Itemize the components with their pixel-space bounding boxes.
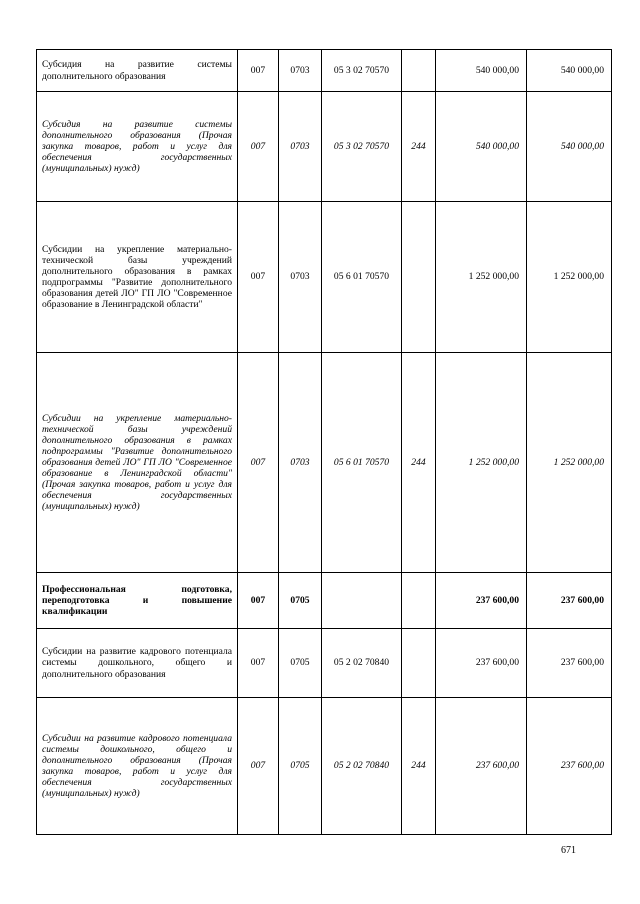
table-row	[37, 50, 612, 92]
item-name: Субсидия на развитие системы дополнительного образования (Прочая закупка товаров, работ и услуг для обеспечения государственных (муниципальных) нужд)	[37, 92, 238, 202]
item-name: Субсидии на укрепление материально-технической базы учреждений дополнительного образования в рамках подпрограммы "Развитие дополнительного образования детей ЛО" ГП ЛО "Современное образование в Ленинградской области"	[37, 202, 238, 353]
amount-1: 1 252 000,00	[436, 353, 527, 573]
table-row	[37, 629, 612, 698]
expense-type: 244	[402, 698, 436, 835]
section-code: 0705	[279, 573, 322, 629]
ministry-code: 007	[238, 353, 279, 573]
amount-2: 1 252 000,00	[527, 202, 612, 353]
amount-2: 237 600,00	[527, 629, 612, 698]
target-code: 05 6 01 70570	[322, 202, 402, 353]
amount-1: 237 600,00	[436, 629, 527, 698]
amount-1: 237 600,00	[436, 698, 527, 835]
target-code: 05 3 02 70570	[322, 50, 402, 92]
table-row	[37, 698, 612, 835]
expense-type: 244	[402, 353, 436, 573]
section-code: 0703	[279, 92, 322, 202]
table-row	[37, 353, 612, 573]
ministry-code: 007	[238, 698, 279, 835]
amount-1: 237 600,00	[436, 573, 527, 629]
amount-2: 237 600,00	[527, 698, 612, 835]
item-name: Субсидии на укрепление материально-технической базы учреждений дополнительного образования в рамках подпрограммы "Развитие дополнительного образования детей ЛО" ГП ЛО "Современное образование в Ленинградской области" (Прочая закупка товаров, работ и услуг для обеспечения государственных (муниципальных) нужд)	[37, 353, 238, 573]
amount-2: 540 000,00	[527, 92, 612, 202]
target-code: 05 2 02 70840	[322, 629, 402, 698]
table-row	[37, 573, 612, 629]
item-name: Субсидии на развитие кадрового потенциала системы дошкольного, общего и дополнительного образования (Прочая закупка товаров, работ и услуг для обеспечения государственных (муниципальных) нужд)	[37, 698, 238, 835]
amount-2: 1 252 000,00	[527, 353, 612, 573]
item-name: Субсидия на развитие системы дополнительного образования	[37, 50, 238, 92]
expense-type	[402, 50, 436, 92]
page-number: 671	[561, 845, 576, 856]
table-row	[37, 92, 612, 202]
section-code: 0705	[279, 698, 322, 835]
table-row	[37, 202, 612, 353]
expense-type	[402, 573, 436, 629]
target-code: 05 6 01 70570	[322, 353, 402, 573]
expense-type: 244	[402, 92, 436, 202]
ministry-code: 007	[238, 202, 279, 353]
section-code: 0703	[279, 353, 322, 573]
ministry-code: 007	[238, 573, 279, 629]
item-name: Профессиональная подготовка, переподготовка и повышение квалификации	[37, 573, 238, 629]
ministry-code: 007	[238, 92, 279, 202]
expense-type	[402, 629, 436, 698]
section-code: 0703	[279, 50, 322, 92]
amount-2: 237 600,00	[527, 573, 612, 629]
amount-1: 1 252 000,00	[436, 202, 527, 353]
amount-1: 540 000,00	[436, 92, 527, 202]
amount-2: 540 000,00	[527, 50, 612, 92]
target-code: 05 3 02 70570	[322, 92, 402, 202]
target-code: 05 2 02 70840	[322, 698, 402, 835]
expense-type	[402, 202, 436, 353]
ministry-code: 007	[238, 629, 279, 698]
target-code	[322, 573, 402, 629]
section-code: 0705	[279, 629, 322, 698]
ministry-code: 007	[238, 50, 279, 92]
section-code: 0703	[279, 202, 322, 353]
budget-table	[36, 49, 612, 835]
item-name: Субсидии на развитие кадрового потенциала системы дошкольного, общего и дополнительного образования	[37, 629, 238, 698]
amount-1: 540 000,00	[436, 50, 527, 92]
